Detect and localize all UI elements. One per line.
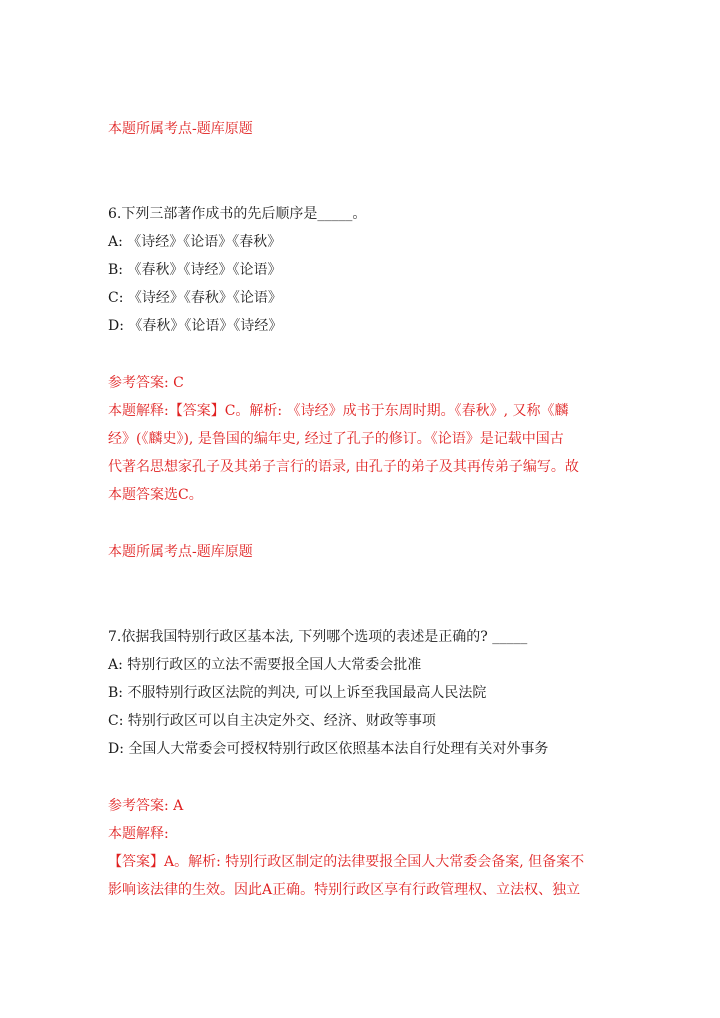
- question-6-option-d: D: 《春秋》《论语》《诗经》: [108, 318, 283, 334]
- question-7-stem: 7.依据我国特别行政区基本法, 下列哪个选项的表述是正确的? _____: [108, 629, 528, 645]
- topic-note: 本题所属考点-题库原题: [108, 121, 253, 137]
- question-7-explanation-label: 本题解释:: [108, 826, 169, 842]
- question-7-explanation-line: 【答案】A。解析: 特别行政区制定的法律要报全国人大常委会备案, 但备案不: [108, 854, 585, 870]
- question-7-option-c: C: 特别行政区可以自主决定外交、经济、财政等事项: [108, 713, 436, 729]
- question-6-stem: 6.下列三部著作成书的先后顺序是_____。: [108, 206, 367, 222]
- question-6-explanation-line: 经》(《麟史》), 是鲁国的编年史, 经过了孔子的修订。《论语》是记载中国古: [108, 431, 564, 447]
- question-7-answer: 参考答案: A: [108, 798, 184, 814]
- question-7-option-a: A: 特别行政区的立法不需要报全国人大常委会批准: [108, 657, 422, 673]
- question-6-option-a: A: 《诗经》《论语》《春秋》: [108, 234, 282, 250]
- question-6-option-c: C: 《诗经》《春秋》《论语》: [108, 290, 282, 306]
- question-6-explanation-line: 本题答案选C。: [108, 487, 203, 503]
- question-7-option-d: D: 全国人大常委会可授权特别行政区依照基本法自行处理有关对外事务: [108, 741, 549, 757]
- question-7-option-b: B: 不服特别行政区法院的判决, 可以上诉至我国最高人民法院: [108, 685, 487, 701]
- question-6-explanation-line: 本题解释:【答案】C。解析: 《诗经》成书于东周时期。《春秋》, 又称《麟: [108, 403, 569, 419]
- question-6-explanation-line: 代著名思想家孔子及其弟子言行的语录, 由孔子的弟子及其再传弟子编写。故: [108, 459, 579, 475]
- topic-note: 本题所属考点-题库原题: [108, 544, 253, 560]
- question-7-explanation-line: 影响该法律的生效。因此A正确。特别行政区享有行政管理权、立法权、独立: [108, 882, 581, 898]
- question-6-option-b: B: 《春秋》《诗经》《论语》: [108, 262, 282, 278]
- question-6-answer: 参考答案: C: [108, 375, 184, 391]
